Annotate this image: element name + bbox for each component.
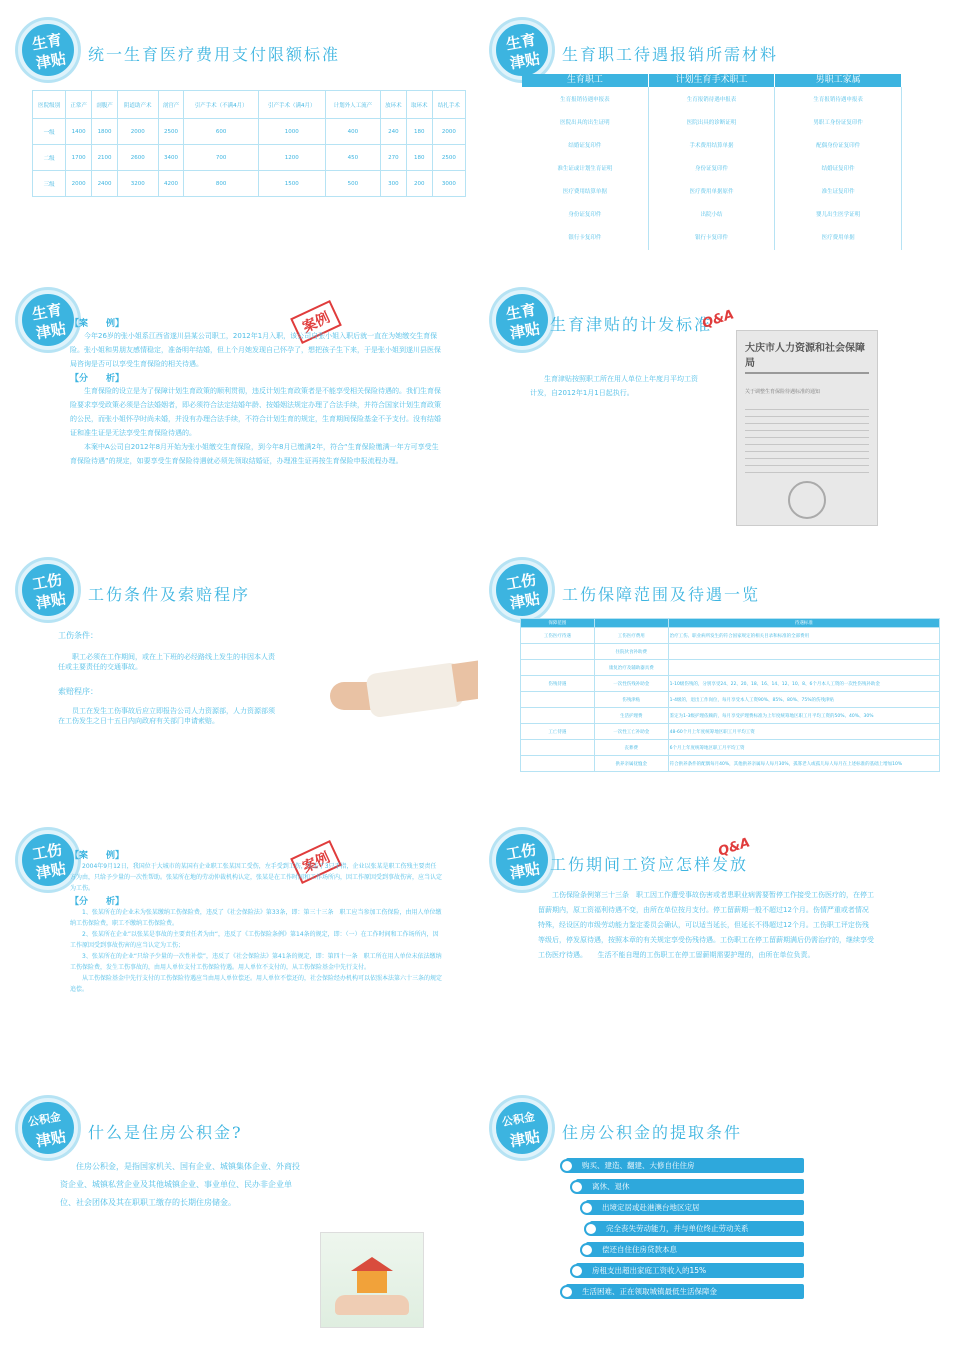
table-cell: 3200 xyxy=(118,171,159,197)
slide-housing-fund-withdrawal xyxy=(482,1086,952,1351)
slide-birth-case xyxy=(8,278,478,543)
withdrawal-item: 生活困难、正在领取城镇最低生活保障金 xyxy=(566,1284,804,1299)
list-item: 婴儿出生医学证明 xyxy=(816,212,861,218)
slide-housing-fund-definition xyxy=(8,1086,478,1351)
table-cell: 2600 xyxy=(118,145,159,171)
table-cell: 一次性工亡补助金 xyxy=(594,724,668,740)
table-header-cell: 阴道助产术 xyxy=(118,91,159,119)
table-row xyxy=(33,145,466,171)
table-cell: 伤残待遇 xyxy=(521,676,595,692)
analysis-heading: 【分 析】 xyxy=(70,374,125,384)
table-cell xyxy=(521,644,595,660)
table-cell: 300 xyxy=(380,171,406,197)
qa-mark: Q&A xyxy=(716,835,752,860)
table-cell: 270 xyxy=(380,145,406,171)
table-cell: 1400 xyxy=(66,119,92,145)
fund-badge-icon: 公积金 津贴 xyxy=(492,1098,552,1158)
birth-badge-icon: 生育 津贴 xyxy=(492,20,552,80)
analysis-1: 1、张某所在的企业未为张某缴纳工伤保险费，违反了《社会保险法》第33条，即：第三十三条 职工应当参加工伤保险，由用人单位缴纳工伤保险费，职工不缴纳工伤保险费。 xyxy=(70,909,442,927)
bandaged-hand-image xyxy=(330,648,478,722)
table-header-cell: 计划外人工流产 xyxy=(325,91,380,119)
table-cell: 4200 xyxy=(158,171,184,197)
list-item: 出院小结 xyxy=(700,212,723,218)
list-item: 医院出具的出生证明 xyxy=(560,120,610,126)
table-cell: 1700 xyxy=(66,145,92,171)
injury-badge-icon: 工伤 津贴 xyxy=(18,560,78,620)
case-stamp: 案例 xyxy=(290,300,342,344)
list-item: 生育报销待遇申报表 xyxy=(560,97,610,103)
slide-title: 住房公积金的提取条件 xyxy=(562,1123,743,1142)
table-header-cell: 待遇标准 xyxy=(668,619,939,628)
table-header-cell xyxy=(594,619,668,628)
injury-badge-icon: 工伤 津贴 xyxy=(492,560,552,620)
list-item: 银行卡复印件 xyxy=(568,235,602,241)
analysis-text: 生育保险的设立是为了保障计划生育政策的顺利贯彻，违反计划生育政策者是不能享受相关保险待遇的。我们生育保险要求享受政策必须是合法婚姻者，即必须符合法定结婚年龄、按婚姻法规定办理了合法手续，并符合国家计划生育政策的公民，而张小姐怀孕时尚未婚，并没有办理合法手续，不符合计划生育的规定，生育期间保险基金不予支付。没有结婚证和准生证是无法享受生育保险待遇的。 xyxy=(70,387,441,437)
table-row xyxy=(521,724,940,740)
table-cell: 48-60个月上年度统筹地区职工月平均工资 xyxy=(668,724,939,740)
bullet-dot-icon xyxy=(560,1285,574,1299)
bullet-dot-icon xyxy=(570,1180,584,1194)
slide-title: 工伤条件及索赔程序 xyxy=(88,585,251,604)
list-item: 身份证复印件 xyxy=(568,212,602,218)
list-item: 生育报销待遇申报表 xyxy=(686,97,737,103)
table-cell: 工伤医疗待遇 xyxy=(521,628,595,644)
slide-title: 工伤保障范围及待遇一览 xyxy=(562,585,761,604)
bullet-dot-icon xyxy=(560,1159,574,1173)
withdrawal-item: 完全丧失劳动能力，并与单位终止劳动关系 xyxy=(590,1221,804,1236)
table-cell: 500 xyxy=(325,171,380,197)
table-row xyxy=(521,660,940,676)
table-cell: 450 xyxy=(325,145,380,171)
slide-title: 生育职工待遇报销所需材料 xyxy=(562,45,779,64)
list-item: 男职工身份证复印件 xyxy=(813,120,863,126)
slide-birth-cost-limits xyxy=(8,8,478,273)
table-cell: 二级 xyxy=(33,145,66,171)
table-cell xyxy=(521,740,595,756)
slide-title: 统一生育医疗费用支付限额标准 xyxy=(88,45,341,64)
document-image: 大庆市人力资源和社会保障局 关于调整生育保险待遇标准的通知 xyxy=(736,330,878,526)
slide-injury-conditions xyxy=(8,548,478,813)
table-cell: 200 xyxy=(406,171,432,197)
table-cell: 一级 xyxy=(33,119,66,145)
condition-label: 工伤条件： xyxy=(58,631,98,640)
table-cell: 符合供养条件的配偶每月40%，其他供养亲属每人每月30%，孤寡老人或孤儿每人每月在上述标准的基础上增加10% xyxy=(668,756,939,772)
list-item: 医疗费用单据 xyxy=(821,235,855,241)
table-cell xyxy=(668,644,939,660)
bullet-dot-icon xyxy=(570,1264,584,1278)
table-cell: 三级 xyxy=(33,171,66,197)
slide-injury-wages xyxy=(482,818,952,1083)
analysis-2: 2、张某所在企业”以张某是事故的主要责任者为由“，违反了《工伤保险条例》第14条的规定，即：（一）在工作时间和工作场所内，因工作原因受到事故伤害的应当认定为工伤； xyxy=(70,931,439,949)
table-cell: 治疗工伤、职业病所发生的符合国家规定的相关目录和标准的全部费用 xyxy=(668,628,939,644)
note-text: 本案中A公司自2012年8月开始为张小姐缴交生育保险，到今年8月已缴满2年，符合“生育保险缴满一年方可享受生育保险待遇”的规定，如要享受生育保险待遇就必须先领取结婚证，办理准生证再按生育保险申报流程办理。 xyxy=(70,443,439,465)
table-cell: 240 xyxy=(380,119,406,145)
analysis-heading: 【分 析】 xyxy=(70,897,125,907)
fund-badge-icon: 公积金 津贴 xyxy=(18,1098,78,1158)
case-heading: 【案 例】 xyxy=(70,851,125,861)
table-cell: 2000 xyxy=(432,119,465,145)
table-cell: 工伤医疗费用 xyxy=(594,628,668,644)
table-header-cell: 剖宫产 xyxy=(158,91,184,119)
slide-title: 什么是住房公积金? xyxy=(88,1123,243,1142)
allowance-text: 生育津贴按照职工所在用人单位上年度月平均工资计发，自2012年1月1日起执行。 xyxy=(530,375,698,397)
column-header: 生育职工 xyxy=(522,74,649,87)
table-cell: 一次性伤残补助金 xyxy=(594,676,668,692)
list-item: 配偶身份证复印件 xyxy=(816,143,861,149)
table-header-cell: 结扎手术 xyxy=(432,91,465,119)
wages-text: 工伤保险条例第三十三条 职工因工作遭受事故伤害或者患职业病需要暂停工作接受工伤医疗的，在停工留薪期内，原工资福利待遇不变，由所在单位按月支付。停工留薪期一般不超过12个月。伤情严重或者情况特殊，经设区的市级劳动能力鉴定委员会确认，可以适当延长，但延长不得超过12个月。工伤职工评定伤残等级后，停发原待遇，按照本章的有关规定享受伤残待遇。工伤职工在停工留薪期满后仍需治疗的，继续享受工伤医疗待遇。 生活不能自理的工伤职工在停工留薪期需要护理的，由所在单位负责。 xyxy=(538,891,874,959)
table-row xyxy=(521,644,940,660)
table-cell: 伤残津贴 xyxy=(594,692,668,708)
withdrawal-item: 购买、建造、翻建、大修自住住房 xyxy=(566,1158,804,1173)
table-cell: 3400 xyxy=(158,145,184,171)
birth-badge-icon: 生育 津贴 xyxy=(18,290,78,350)
column-header: 计划生育手术职工 xyxy=(649,74,776,87)
withdrawal-item: 离休、退休 xyxy=(576,1179,804,1194)
slide-injury-case xyxy=(8,818,478,1083)
injury-badge-icon: 工伤 津贴 xyxy=(492,830,552,890)
slide-title: 工伤期间工资应怎样发放 xyxy=(550,855,749,874)
list-item: 银行卡复印件 xyxy=(695,235,729,241)
table-cell: 700 xyxy=(184,145,258,171)
list-item: 结婚证复印件 xyxy=(821,166,855,172)
table-row xyxy=(521,756,940,772)
list-item: 生育报销待遇申报表 xyxy=(813,97,863,103)
materials-columns xyxy=(522,74,902,250)
table-cell: 丧葬费 xyxy=(594,740,668,756)
table-cell: 2400 xyxy=(92,171,118,197)
table-cell: 1500 xyxy=(258,171,325,197)
claim-label: 索赔程序： xyxy=(58,687,98,696)
table-cell: 供养亲属抚恤金 xyxy=(594,756,668,772)
bullet-dot-icon xyxy=(580,1243,594,1257)
table-cell: 180 xyxy=(406,145,432,171)
table-cell: 600 xyxy=(184,119,258,145)
condition-text: 职工必须在工作期间，或在上下班的必经路线上发生的非因本人责任或主要责任的交通事故。 xyxy=(58,653,275,671)
analysis-4: 从工伤保险基金中先行支付的工伤保险待遇应当由用人单位偿还。用人单位不偿还的，社会保险经办机构可以依照本法第六十三条的规定追偿。 xyxy=(70,975,443,993)
table-header-cell: 剖腹产 xyxy=(92,91,118,119)
table-cell xyxy=(521,692,595,708)
list-item: 医疗费用结算单据 xyxy=(562,189,607,195)
table-cell: 鉴定为1-3级护理依赖的，每月享受护理费标准为上年度统筹地区职工月平均工资的50%、40%、30% xyxy=(668,708,939,724)
birth-badge-icon: 生育 津贴 xyxy=(492,290,552,350)
table-cell: 2500 xyxy=(158,119,184,145)
table-row xyxy=(33,171,466,197)
table-row xyxy=(521,628,940,644)
table-header-cell: 放环术 xyxy=(380,91,406,119)
table-cell xyxy=(521,660,595,676)
table-row xyxy=(33,119,466,145)
table-cell: 康复治疗及辅助器具费 xyxy=(594,660,668,676)
withdrawal-item: 房租支出超出家庭工资收入的15% xyxy=(576,1263,804,1278)
table-header-cell: 正常产 xyxy=(66,91,92,119)
table-row xyxy=(521,708,940,724)
list-item: 身份证复印件 xyxy=(695,166,729,172)
withdrawal-item: 出境定居或赴港澳台地区定居 xyxy=(586,1200,804,1215)
table-header-cell: 保障范围 xyxy=(521,619,595,628)
list-item: 医疗费用单据原件 xyxy=(689,189,734,195)
bullet-dot-icon xyxy=(580,1201,594,1215)
slide-title: 生育津贴的计发标准 xyxy=(550,315,713,334)
slide-birth-materials xyxy=(482,8,952,273)
fund-text: 住房公积金，是指国家机关、国有企业、城镇集体企业、外商投资企业、城镇私营企业及其他城镇企业、事业单位、民办非企业单位、社会团体及其在职职工缴存的长期住房储金。 xyxy=(60,1162,300,1207)
table-cell: 800 xyxy=(184,171,258,197)
table-cell: 3000 xyxy=(432,171,465,197)
table-cell: 生活护理费 xyxy=(594,708,668,724)
qa-mark: Q&A xyxy=(700,307,736,332)
table-cell: 2000 xyxy=(66,171,92,197)
table-header-cell: 医院级别 xyxy=(33,91,66,119)
injury-badge-icon: 工伤 津贴 xyxy=(18,830,78,890)
list-item: 准生证或计划生育证明 xyxy=(557,166,613,172)
analysis-3: 3、张某所在的企业“只给予少量的一次性补偿”，违反了《社会保险法》第41条的规定，即：第四十一条 职工所在用人单位未依法缴纳工伤保险费，发生工伤事故的，由用人单位支付工伤保险待遇。用人单位不支付的，从工伤保险基金中先行支付。 xyxy=(70,953,442,971)
claim-text: 员工在发生工伤事故后应立即报告公司人力资源部，人力资源部须在工伤发生之日十五日内向政府有关部门申请索赔。 xyxy=(58,707,275,725)
table-cell xyxy=(521,708,595,724)
table-cell: 6个月上年度统筹地区职工月平均工资 xyxy=(668,740,939,756)
list-item: 手术费用结算单据 xyxy=(689,143,734,149)
table-header-cell: 取环术 xyxy=(406,91,432,119)
case-text: 今年26岁的张小姐系江西省遂川县某公司职工，2012年1月入职，该公司自张小姐入职后就一直在为她缴交生育保险。张小姐和男朋友感情稳定，准备明年结婚，但上个月她发现自己怀孕了，想把孩子生下来，于是张小姐到遂川县医保局咨询是否可以享受生育保险的相关待遇。 xyxy=(70,332,441,368)
table-header-cell: 引产手术（不满4月） xyxy=(184,91,258,119)
withdrawal-item: 偿还自住住房贷款本息 xyxy=(586,1242,804,1257)
table-cell: 1-4级的，退出工作岗位，每月享受本人工资90%、85%、80%、75%的伤残津贴 xyxy=(668,692,939,708)
table-cell: 1200 xyxy=(258,145,325,171)
table-cell: 1800 xyxy=(92,119,118,145)
list-item: 医院出具的诊断证明 xyxy=(686,120,737,126)
table-cell: 400 xyxy=(325,119,380,145)
table-cell: 住院伙食补助费 xyxy=(594,644,668,660)
list-item: 结婚证复印件 xyxy=(568,143,602,149)
table-cell: 2100 xyxy=(92,145,118,171)
table-cell: 180 xyxy=(406,119,432,145)
table-header-cell: 引产手术（满4月） xyxy=(258,91,325,119)
table-cell: 工亡待遇 xyxy=(521,724,595,740)
table-row xyxy=(521,692,940,708)
birth-badge-icon: 生育 津贴 xyxy=(18,20,78,80)
house-in-hand-image xyxy=(320,1232,424,1328)
table-row xyxy=(521,740,940,756)
table-cell xyxy=(668,660,939,676)
case-heading: 【案 例】 xyxy=(70,319,125,329)
table-cell: 2000 xyxy=(118,119,159,145)
case-stamp: 案例 xyxy=(290,840,342,884)
coverage-table xyxy=(520,618,940,772)
list-item: 准生证复印件 xyxy=(821,189,855,195)
slide-injury-coverage xyxy=(482,548,952,813)
cost-limit-table xyxy=(32,90,466,197)
slide-birth-allowance xyxy=(482,278,952,543)
table-row xyxy=(521,676,940,692)
case-text: 2004年9月12日，我国位于大城市的某国有企业职工张某因工受伤，左手受到工伤，失去了3只手指，企业以张某是职工伤残主要责任方为由，只给予少量的一次性帮助。张某所在地的劳动仲裁机构认定，张某是在工作时间和工作场所内，因工作原因受到事故伤害，应当认定为工伤。 xyxy=(70,863,443,892)
table-cell: 2500 xyxy=(432,145,465,171)
table-cell: 1000 xyxy=(258,119,325,145)
column-header: 男职工家属 xyxy=(775,74,902,87)
table-cell xyxy=(521,756,595,772)
bullet-dot-icon xyxy=(584,1222,598,1236)
table-cell: 1-10级伤残的，分别享受24、22、20、18、16、14、12、10、8、6个月本人工资的一次性伤残补助金 xyxy=(668,676,939,692)
